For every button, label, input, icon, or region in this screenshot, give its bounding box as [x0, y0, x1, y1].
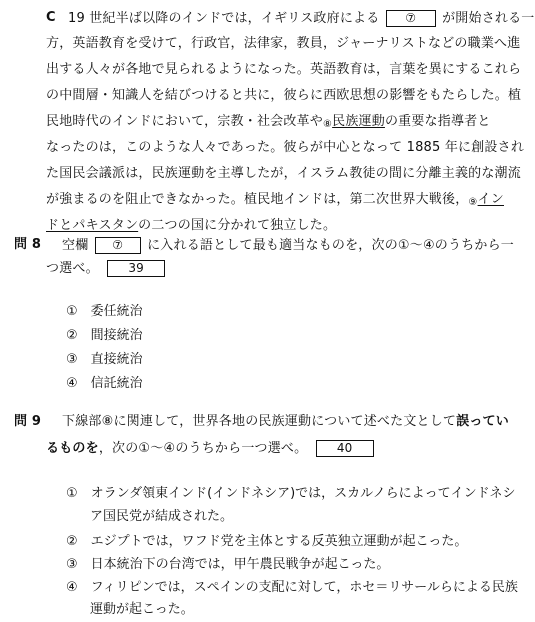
para-text: が強まるのを阻止できなかった。植民地インドは，第二次世界大戦後， [46, 192, 469, 207]
q8-stem-line-2 [46, 260, 165, 277]
q8-text: 空欄 [62, 238, 89, 253]
choice-text: 直接統治 [90, 352, 143, 367]
q8-stem-line-1 [62, 237, 514, 254]
q9-choice-1[interactable] [66, 486, 516, 502]
underlined-phrase-9: イン [477, 192, 504, 207]
choice-number: ④ [66, 376, 78, 391]
q9-emphasis: るものを [46, 441, 99, 456]
choice-number: ③ [66, 557, 78, 572]
choice-text: オランダ領東インド(インドネシア)では，スカルノらによってインドネシ [90, 486, 516, 501]
q8-choice-3[interactable] [66, 352, 143, 368]
choice-text: フィリピンでは，スペインの支配に対して，ホセ＝リサールらによる民族 [90, 580, 518, 595]
para-line-8 [46, 192, 504, 211]
choice-number: ④ [66, 580, 78, 595]
q9-stem-line-2 [46, 440, 374, 457]
choice-text: 間接統治 [90, 328, 143, 343]
q8-blank-box: ⑦ [95, 237, 141, 254]
q9-label: 問 9 [14, 414, 42, 429]
q8-choice-2[interactable] [66, 328, 143, 344]
q9-stem-line-1 [62, 414, 509, 430]
para-line-2: 方，英語教育を受けて，行政官，法律家，教員，ジャーナリストなどの職業へ進 [46, 36, 521, 51]
para-line-1 [68, 10, 535, 27]
choice-number: ② [66, 328, 78, 343]
underlined-phrase-9: ドとパキスタン [46, 218, 139, 233]
choice-number: ③ [66, 352, 78, 367]
answer-box-40: 40 [316, 440, 374, 457]
para-text: 民地時代のインドにおいて，宗教・社会改革や [46, 114, 323, 129]
para-text: 19 世紀半ば以降のインドでは，イギリス政府による [68, 11, 380, 26]
section-label: C [46, 10, 56, 25]
para-line-9 [46, 218, 336, 234]
q9-text: 下線部⑧に関連して，世界各地の民族運動について述べた文として [62, 414, 457, 429]
underlined-phrase-8: 民族運動 [332, 114, 385, 129]
para-line-7: た国民会議派は，民族運動を主導したが，イスラム教徒の間に分離主義的な潮流 [46, 166, 521, 181]
para-text: の二つの国に分かれて独立した。 [138, 218, 337, 233]
q8-choice-4[interactable] [66, 376, 143, 392]
para-text: が開始される一 [442, 11, 535, 26]
q9-emphasis: 誤ってい [456, 414, 509, 429]
q9-choice-2[interactable] [66, 534, 467, 550]
choice-text: 日本統治下の台湾では，甲午農民戦争が起こった。 [90, 557, 390, 572]
choice-number: ① [66, 304, 78, 319]
blank-7-box: ⑦ [386, 10, 436, 27]
para-line-3: 出する人々が各地で見られるようになった。英語教育は，言葉を異にするこれら [46, 62, 522, 77]
q9-text: ，次の①～④のうちから一つ選べ。 [98, 441, 308, 456]
para-line-4: の中間層・知識人を結びつけると共に，彼らに西欧思想の影響をもたらした。植 [46, 88, 522, 103]
answer-box-39: 39 [107, 260, 165, 277]
q8-choice-1[interactable] [66, 304, 143, 320]
q9-choice-4-cont: 運動が起こった。 [90, 602, 194, 617]
q8-text: つ選べ。 [46, 261, 99, 276]
para-line-6: なったのは，このような人々であった。彼らが中心となって 1885 年に創設され [46, 140, 525, 155]
q9-choice-3[interactable] [66, 557, 389, 573]
para-line-5 [46, 114, 491, 133]
underline-marker-8: ⑧ [322, 119, 333, 130]
choice-text: エジプトでは，ワフド党を主体とする反英独立運動が起こった。 [90, 534, 468, 549]
q8-label: 問 8 [14, 237, 42, 252]
q8-text: に入れる語として最も適当なものを，次の①～④のうちから一 [147, 238, 515, 253]
choice-text: 委任統治 [90, 304, 143, 319]
choice-number: ② [66, 534, 78, 549]
choice-number: ① [66, 486, 78, 501]
q9-choice-4[interactable] [66, 580, 518, 596]
underline-marker-9: ⑨ [468, 197, 478, 208]
q9-choice-1-cont: ア国民党が結成された。 [90, 509, 234, 524]
para-text: の重要な指導者と [384, 114, 491, 129]
choice-text: 信託統治 [90, 376, 143, 391]
